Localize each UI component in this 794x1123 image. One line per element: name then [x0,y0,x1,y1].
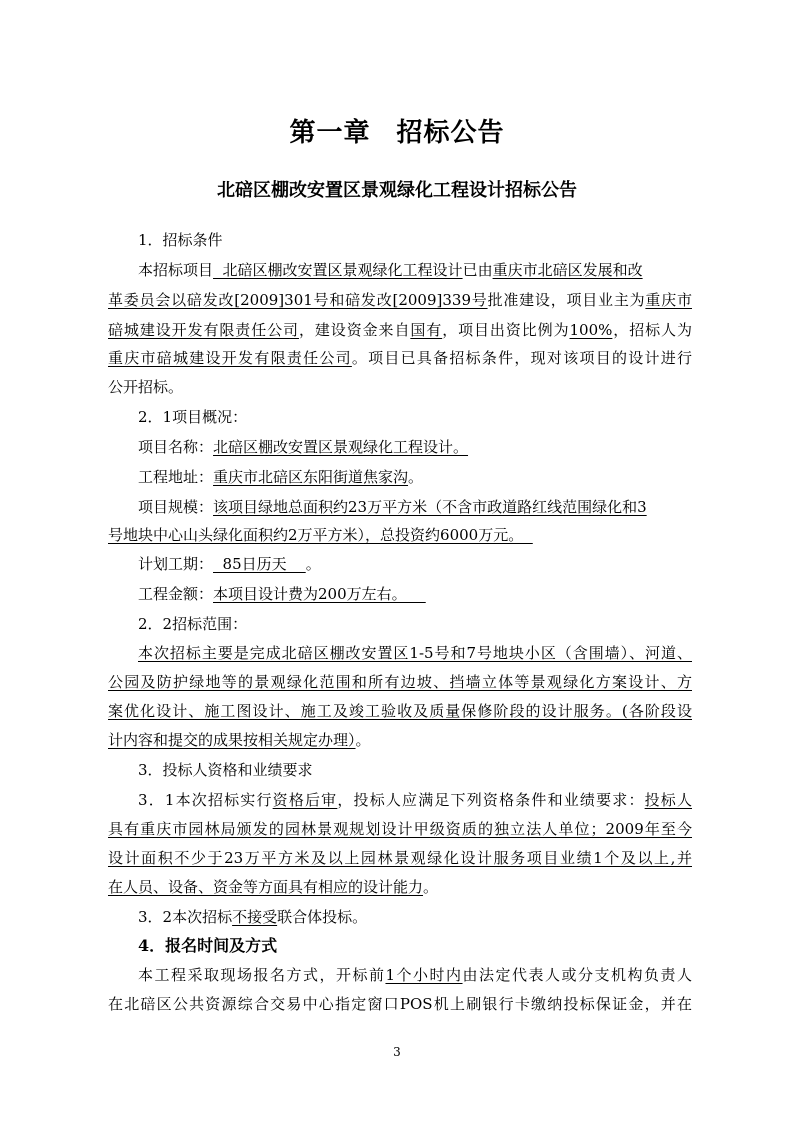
line-3 [108,319,692,341]
body-text: 公开招标。 [108,378,184,396]
underlined-text: 本项目设计费为200万左右。 [213,585,426,603]
underlined-text: 本次招标主要是完成北碚区棚改安置区1-5号和7号地块小区（含围墙）、河道、 [138,644,692,662]
body-text: 工程金额： [138,585,214,603]
underlined-text: 设计面积不少于23万平方米及以上园林景观绿化设计服务项目业绩1个及以上,并 [108,849,692,867]
line-23 [138,906,692,928]
line-22 [108,876,692,898]
body-text: 。项目已具备招标条件，现对该项目的设计进行 [351,349,692,367]
underlined-text: 案优化设计、施工图设计、施工及竣工验收及质量保修阶段的设计服务。(各阶段设 [108,702,692,720]
line-20 [108,818,692,840]
line-10 [108,524,692,546]
body-text: 3．2本次招标 [138,908,233,926]
line-0 [138,229,692,251]
line-2 [108,289,692,311]
line-9 [138,496,692,518]
page-number: 3 [393,1045,401,1059]
body-text: 本招标项目 [138,261,214,279]
underlined-text: 100% [569,321,613,339]
section-heading-text: 4．报名时间及方式 [138,936,278,955]
line-1 [138,259,692,281]
line-15 [108,671,692,693]
underlined-text: 公园及防护绿地等的景观绿化范围和所有边坡、挡墙立体等景观绿化方案设计、方 [108,673,692,691]
body-text: ，投标人应满足下列资格条件和业绩要求： [337,791,645,809]
underlined-text: 重庆市碚城建设开发有限责任公司 [108,349,352,367]
line-16 [108,700,692,722]
body-text: 2．1项目概况： [138,408,248,426]
body-text: 由法定代表人或分支机构负责人 [462,966,692,984]
line-5 [108,376,692,398]
body-text: 工程地址： [138,468,214,486]
underlined-text: 具有重庆市园林局颁发的园林景观规划设计甲级资质的独立法人单位；2009年至今 [108,820,692,838]
line-12 [138,583,692,605]
body-text: 3．1本次招标实行 [138,791,273,809]
underlined-text: 计内容和提交的成果按相关规定办理） [108,731,356,749]
body-text: 。 [423,878,439,896]
body-text: 项目名称： [138,438,214,456]
line-11 [138,553,692,575]
body-text: 1．招标条件 [138,231,223,249]
body-text: ，招标人为 [612,321,692,339]
line-18 [138,759,692,781]
underlined-text: 碚城建设开发有限责任公司 [108,321,299,339]
body-text: 本工程采取现场报名方式，开标前 [138,966,386,984]
underlined-text: 投标人 [644,791,692,809]
body-text: 已由 [462,261,493,279]
underlined-text: 该项目绿地总面积约23万平方米（不含市政道路红线范围绿化和3 [213,498,647,516]
body-text: ，建设资金来自 [298,321,411,339]
body-text: 。 [305,555,321,573]
line-19 [138,789,692,811]
chapter-number: 第一章 [289,118,371,148]
underlined-text: 重庆市 [645,291,692,309]
underlined-text: 号地块中心山头绿化面积约2万平方米），总投资约6000万元。 [108,526,533,544]
body-text: 。 [355,731,371,749]
announcement-title: 北碚区棚改安置区景观绿化工程设计招标公告 [217,180,577,201]
underlined-text: 资格后审 [272,791,338,809]
line-17 [108,729,692,751]
body-text: 3．投标人资格和业绩要求 [138,761,313,779]
underlined-text: 革委员会以碚发改[2009]301号和碚发改[2009]339号 [108,291,488,309]
chapter-title [0,112,794,149]
line-21 [108,847,692,869]
line-25 [138,964,692,986]
body-text: 。 [408,468,424,486]
underlined-text: 北碚区棚改安置区景观绿化工程设计 [213,261,463,279]
line-7 [138,436,692,458]
line-13 [138,613,692,635]
underlined-text: 在人员、设备、资金等方面具有相应的设计能力 [108,878,424,896]
underlined-text: 重庆市北碚区东阳街道焦家沟 [213,468,409,486]
line-6 [138,406,692,428]
body-text: 在北碚区公共资源综合交易中心指定窗口POS机上刷银行卡缴纳投标保证金，并在 [108,995,692,1013]
body-text: 批准建设，项目业主为 [487,291,646,309]
underlined-text: 北碚区棚改安置区景观绿化工程设计。 [213,438,469,456]
underlined-text: 不接受 [232,908,278,926]
underlined-text: 1个小时内 [385,966,463,984]
chapter-name: 招标公告 [396,118,505,148]
line-8 [138,466,692,488]
line-4 [108,347,692,369]
underlined-text: 重庆市北碚区发展和改 [492,261,643,279]
underlined-text: 国有 [410,321,443,339]
body-text: 2．2招标范围： [138,615,248,633]
body-text: 计划工期： [138,555,214,573]
line-26 [108,993,692,1015]
body-text: 项目规模： [138,498,214,516]
underlined-text: 85日历天 [213,555,306,573]
body-text: ，项目出资比例为 [442,321,570,339]
line-24 [138,935,692,957]
body-text: 联合体投标。 [277,908,368,926]
line-14 [138,642,692,664]
